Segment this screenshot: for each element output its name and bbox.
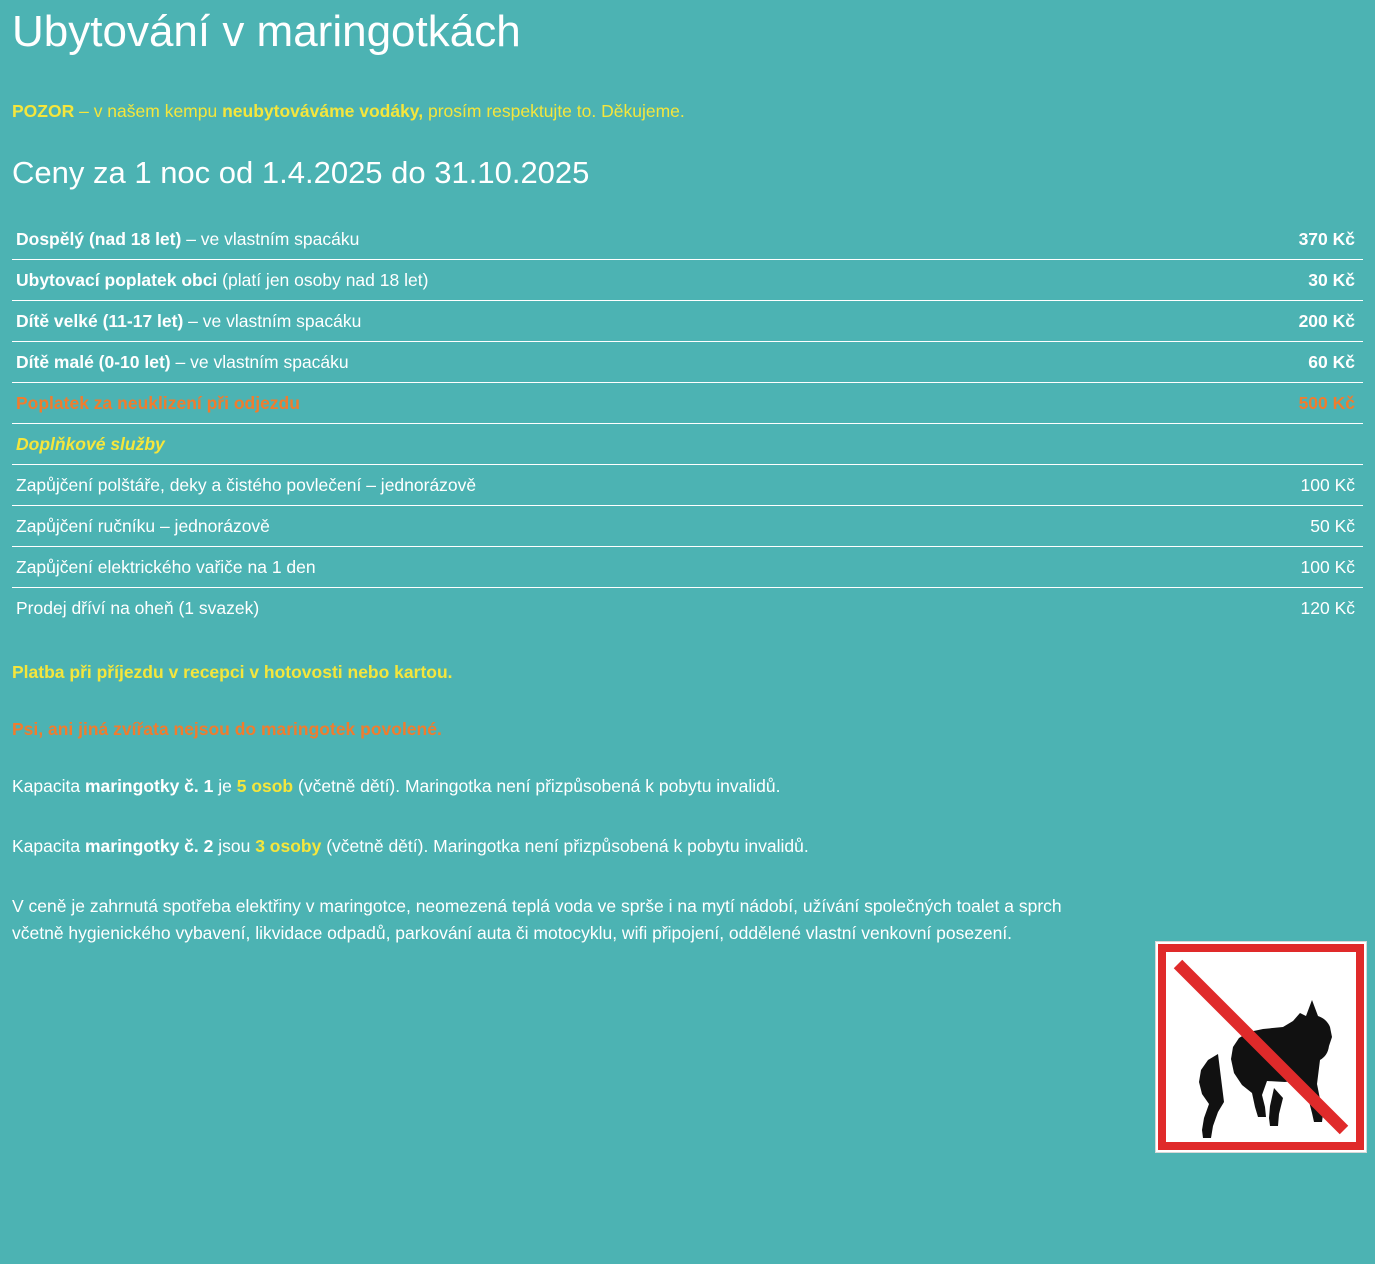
price-list-page (0, 6, 1375, 947)
row-label-bold: Doplňkové služby (16, 434, 165, 455)
notice-bold: neubytováváme vodáky, (222, 100, 424, 121)
row-label: Zapůjčení polštáře, deky a čistého povlečení – jednorázově (16, 475, 477, 496)
notice-mid: – v našem kempu (74, 100, 223, 121)
table-row (12, 219, 1363, 260)
table-row (12, 547, 1363, 588)
row-label (12, 219, 1191, 260)
payment-bold: Platba při příjezdu (12, 662, 164, 683)
cap2-highlight: 3 osoby (255, 835, 322, 856)
capacity-2-paragraph (12, 834, 1152, 859)
row-label (12, 424, 1191, 465)
row-label (12, 260, 1191, 301)
cap1-p2: je (213, 776, 237, 797)
row-price: 500 Kč (1298, 393, 1355, 414)
table-row (12, 588, 1363, 629)
row-price: 50 Kč (1310, 516, 1355, 537)
table-row-section-header (12, 424, 1363, 465)
row-label-rest: – ve vlastním spacáku (181, 229, 360, 250)
row-label (12, 383, 1191, 424)
capacity-1-paragraph (12, 774, 1152, 799)
row-price (1191, 424, 1363, 465)
row-label-bold: Poplatek za neuklizení při odjezdu (16, 393, 300, 414)
notice-pozor: POZOR (12, 100, 75, 121)
cap2-p2: jsou (213, 835, 256, 856)
pets-notice: Psi, ani jiná zvířata nejsou do maringotek povolené. (12, 719, 442, 740)
table-row-penalty (12, 383, 1363, 424)
table-row (12, 301, 1363, 342)
row-price: 100 Kč (1300, 475, 1355, 496)
row-label-rest: – ve vlastním spacáku (170, 352, 349, 373)
page-title: Ubytování v maringotkách (12, 7, 521, 56)
payment-rest: v recepci v hotovosti nebo kartou. (163, 662, 453, 683)
row-price: 200 Kč (1298, 311, 1355, 332)
row-label-bold: Dítě malé (0-10 let) (16, 352, 171, 373)
row-price: 60 Kč (1308, 352, 1355, 373)
cap2-b1: maringotky č. 2 (84, 835, 214, 856)
cap1-p3: (včetně dětí). Maringotka není přizpůsobená k pobytu invalidů. (293, 776, 781, 797)
row-price: 100 Kč (1300, 557, 1355, 578)
row-label (12, 301, 1191, 342)
row-price: 120 Kč (1300, 598, 1355, 619)
table-row (12, 260, 1363, 301)
row-label-bold: Dítě velké (11-17 let) (16, 311, 184, 332)
table-row (12, 342, 1363, 383)
row-label: Prodej dříví na oheň (1 svazek) (16, 598, 260, 619)
row-label-bold: Ubytovací poplatek obci (16, 270, 218, 291)
cap2-p3: (včetně dětí). Maringotka není přizpůsobená k pobytu invalidů. (321, 835, 809, 856)
no-dogs-icon (1155, 941, 1367, 1153)
vodaci-notice (12, 99, 1363, 124)
row-label: Zapůjčení elektrického vařiče na 1 den (16, 557, 316, 578)
notice-tail: prosím respektujte to. Děkujeme. (423, 100, 685, 121)
row-label: Zapůjčení ručníku – jednorázově (16, 516, 270, 537)
price-period-subtitle: Ceny za 1 noc od 1.4.2025 do 31.10.2025 (12, 155, 590, 191)
cap1-highlight: 5 osob (236, 776, 294, 797)
no-dogs-sign-svg (1156, 942, 1366, 1152)
row-label-rest: (platí jen osoby nad 18 let) (217, 270, 429, 291)
included-services-paragraph: V ceně je zahrnutá spotřeba elektřiny v maringotce, neomezená teplá voda ve sprše i na mytí nádobí, užívání společných toalet a sprch včetně hygienického vybavení, likvidace odpadů, parkování auta či motocyklu, wifi připojení, oddělené vlastní venkovní posezení. (12, 896, 1062, 944)
row-label (12, 342, 1191, 383)
row-price: 370 Kč (1298, 229, 1355, 250)
table-row (12, 465, 1363, 506)
row-label-rest: – ve vlastním spacáku (183, 311, 362, 332)
cap2-p1: Kapacita (12, 835, 85, 856)
row-label-bold: Dospělý (nad 18 let) (16, 229, 182, 250)
price-table (12, 219, 1363, 628)
payment-notice (12, 662, 1363, 683)
cap1-p1: Kapacita (12, 776, 85, 797)
row-price: 30 Kč (1308, 270, 1355, 291)
table-row (12, 506, 1363, 547)
cap1-b1: maringotky č. 1 (84, 776, 214, 797)
